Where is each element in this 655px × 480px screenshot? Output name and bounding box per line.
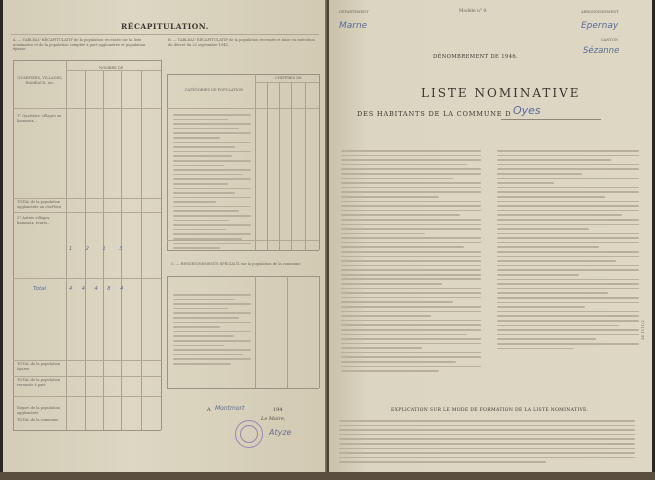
left-page: RÉCAPITULATION. A. — TABLEAU RÉCAPITULATIF de la population recensée sur la liste nominative et de la population comptée à part agglomérée et population éparse. B. — TABLEAU RÉCAPITULATIF de la population recensée et mise en exécution du décret du 22 septembre 1945. QUARTIERS, VILLAGES, HAMEAUX, etc. NOMBRE DE 1° Quartiers, villages ou hameaux... TOTAL de la population agglomérée au chef-lieu 2° Autres villages, hameaux, écarts... TOTAL de la population éparse TOTAL de la population recensée à part Report de la population agglomérée TOTAL de la commune Total 4 4 4 8 4 1 2 1 3 CATÉGORIES DE POPULATION CHIFFRES DE C. — RENSEIGNEMENTS SPÉCIAUX sur la population de la commune A Montmort 194 Le Maire, Atyze [3, 0, 327, 472]
departement-label: DÉPARTEMENT [339, 10, 369, 14]
signature-label: Le Maire, [261, 416, 286, 422]
recap-title: RÉCAPITULATION. [121, 22, 209, 31]
year-suffix: 194 [273, 407, 283, 413]
table-a-col1-header: QUARTIERS, VILLAGES, HAMEAUX, etc. [17, 76, 63, 85]
table-b-heading: B. — TABLEAU RÉCAPITULATIF de la population recensée et mise en exécution du décret du 22 septembre 1945. [168, 38, 315, 47]
section-c-heading: C. — RENSEIGNEMENTS SPÉCIAUX sur la population de la commune [171, 262, 301, 266]
commune-value: Oyes [513, 104, 541, 117]
recensement-title: DÉNOMBREMENT DE 1946. [433, 54, 519, 60]
explanation-title: EXPLICATION SUR LE MODE DE FORMATION DE LA LISTE NOMINATIVE. [391, 408, 589, 413]
commune-subtitle: DES HABITANTS DE LA COMMUNE D [357, 110, 512, 118]
arrondissement-value: Epernay [581, 21, 619, 31]
page-bottom-edge [0, 472, 655, 480]
row-a-part: TOTAL de la population recensée à part [17, 378, 61, 387]
canton-value: Sézanne [583, 46, 620, 56]
archive-reference: 2E 1111/2 [640, 320, 645, 340]
right-page [329, 0, 652, 472]
canton-label: CANTON [601, 38, 618, 42]
table-a-col2-header: NOMBRE DE [99, 66, 124, 70]
table-a-heading: A. — TABLEAU RÉCAPITULATIF de la population recensée sur la liste nominative et de la population comptée à part agglomérée et population éparse. [13, 38, 146, 52]
departement-value: Marne [339, 21, 368, 31]
row-eparse: TOTAL de la population éparse [17, 362, 61, 371]
modele-label: Modèle n° 9. [459, 9, 488, 14]
row-report: Report de la population agglomérée [17, 406, 61, 415]
signature-place: A [207, 407, 211, 413]
row-total-commune: TOTAL de la commune [17, 418, 59, 422]
arrondissement-label: ARRONDISSEMENT [581, 10, 619, 14]
row-agglomeree: TOTAL de la population agglomérée au chef-lieu [17, 200, 61, 209]
table-b-col1-header: CATÉGORIES DE POPULATION [184, 88, 244, 92]
main-title: LISTE NOMINATIVE [421, 86, 581, 100]
handwritten-total: Total [33, 286, 47, 292]
table-b-col2-header: CHIFFRES DE [275, 76, 302, 80]
